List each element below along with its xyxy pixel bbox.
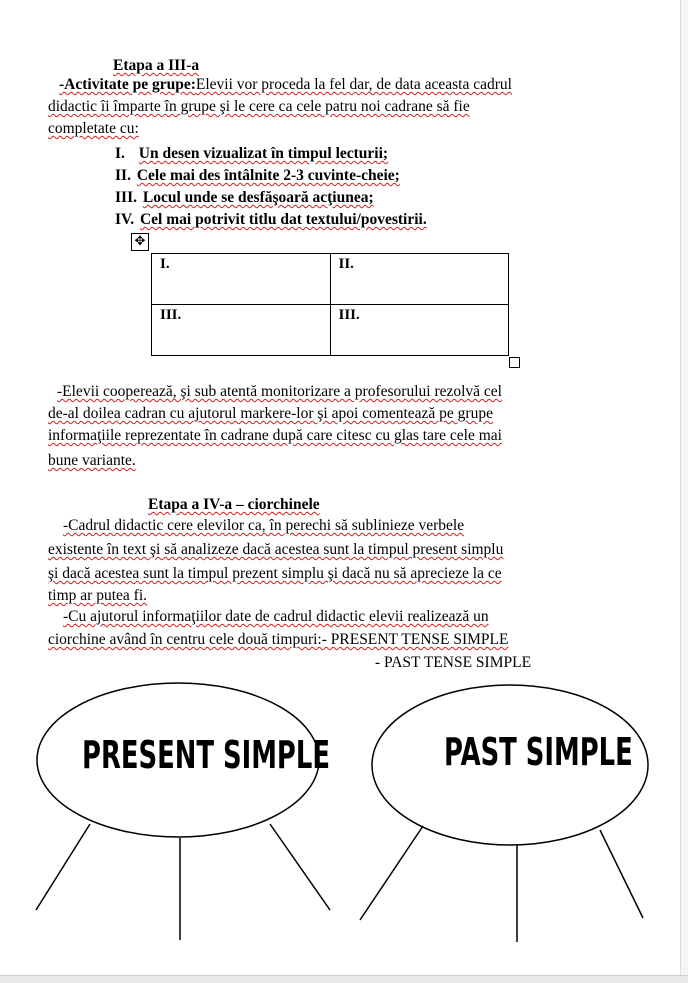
page-right-edge [680,0,688,975]
list-item-text: Un desen vizualizat în timpul lecturii; [138,145,389,162]
list-item-number: III. [115,189,137,206]
list-item [115,209,427,231]
cooperation-line-2: de-al doilea cadran cu ajutorul markere-lor şi apoi comentează pe grupe [48,405,493,422]
table-cell[interactable]: I. [152,254,331,305]
list-item-number: IV. [115,211,135,228]
list-item [115,165,400,187]
section-3-paragraph-line-3: completate cu: [48,120,139,137]
table-cell[interactable]: III. [330,305,509,356]
table-cell[interactable]: II. [330,254,509,305]
section-4-line-6: ciorchine având în centru cele două timpuri:- PRESENT TENSE SIMPLE [48,631,509,648]
right-oval-branch-right [600,830,643,918]
move-cross-icon[interactable]: ✥ [131,233,149,251]
quadrant-table [151,253,509,356]
list-item-number: II. [115,167,131,184]
list-item-text: Locul unde se desfăşoară acţiunea; [142,189,374,206]
table-resize-handle[interactable] [509,357,520,368]
past-simple-label: PAST SIMPLE [444,730,633,774]
section-3-heading: Etapa a III-a [113,57,200,74]
list-item [115,143,388,165]
cooperation-line-3: informaţiile reprezentate în cadrane după care citesc cu glas tare cele mai [48,427,502,444]
left-oval-branch-left [36,824,90,910]
list-item-number: I. [115,145,125,162]
group-activity-text: Elevii vor proceda la fel dar, de data aceasta cadrul [195,76,512,93]
section-4-line-2: existente în text şi să analizeze dacă acestea sunt la timpul present simplu [48,541,504,558]
section-3-paragraph-line-2: didactic îi împarte în grupe şi le cere ca cele patru noi cadrane să fie [48,98,470,115]
present-simple-label: PRESENT SIMPLE [82,733,330,777]
section-4-heading: Etapa a IV-a – ciorchinele [148,496,320,513]
left-oval-branch-right [270,824,330,910]
section-4-line-3: şi dacă acestea sunt la timpul prezent simplu şi dacă nu să aprecieze la ce [48,565,502,582]
list-item [115,187,374,209]
list-item-text: Cele mai des întâlnite 2-3 cuvinte-cheie; [136,167,400,184]
section-4-line-7: - PAST TENSE SIMPLE [375,654,532,671]
cooperation-line-1: -Elevii cooperează, şi sub atentă monitorizare a profesorului rezolvă cel [57,383,502,400]
cooperation-line-4: bune variante. [48,452,136,469]
table-cell[interactable]: III. [152,305,331,356]
section-3-paragraph-line-1 [59,74,512,96]
section-4-line-4: timp ar putea fi. [48,587,147,604]
group-activity-label: -Activitate pe grupe: [59,76,196,93]
section-4-line-5: -Cu ajutorul informaţiilor date de cadrul didactic elevii realizează un [63,608,489,625]
cluster-diagram [0,680,680,960]
list-item-text: Cel mai potrivit titlu dat textului/povestirii. [139,211,427,228]
section-4-line-1: -Cadrul didactic cere elevilor ca, în perechi să sublinieze verbele [63,517,465,534]
right-oval-branch-left [360,826,423,920]
